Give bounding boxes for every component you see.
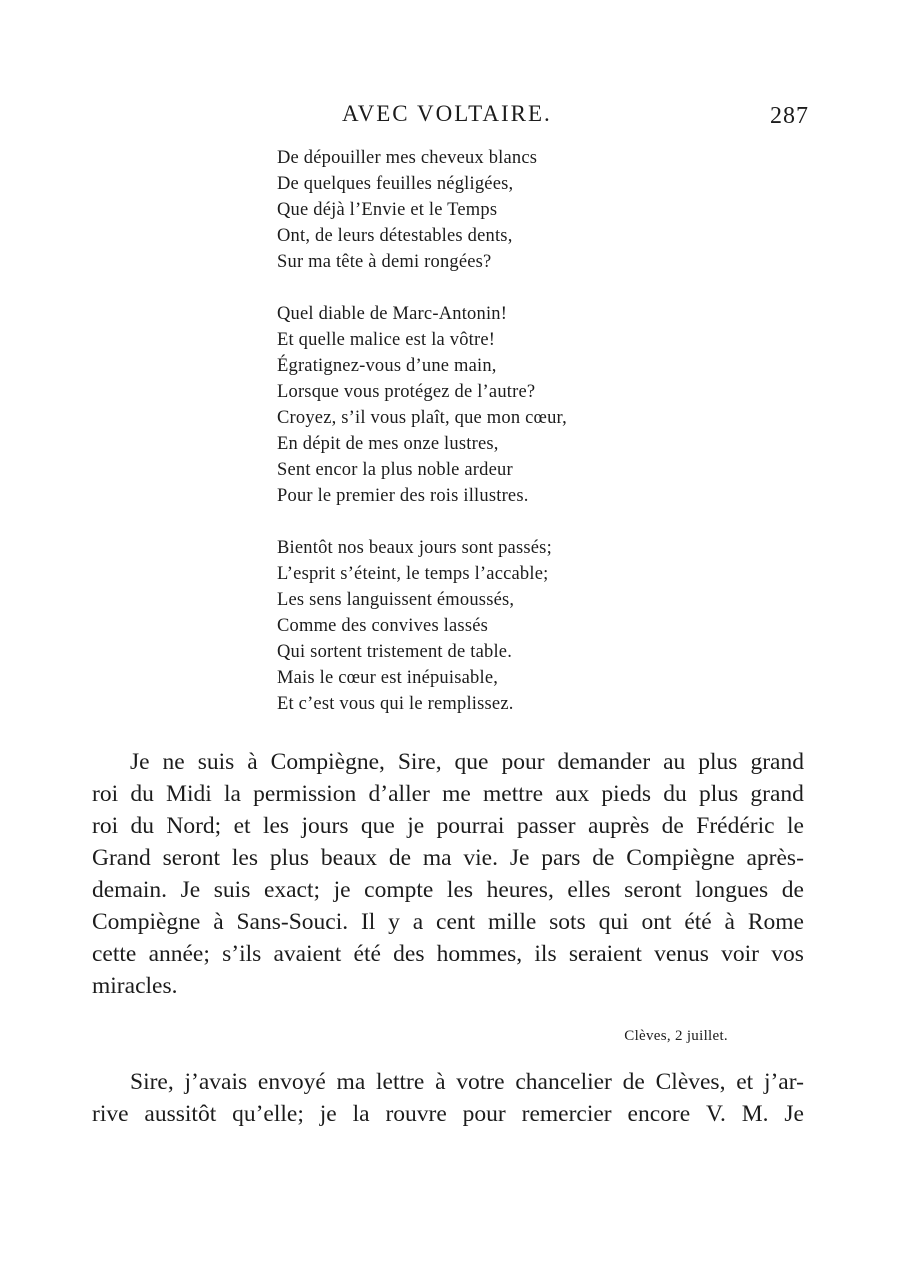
word: Sire, (130, 1069, 174, 1095)
page-number: 287 (770, 103, 809, 129)
word: auprès (587, 813, 650, 839)
word: pour (462, 1101, 506, 1127)
word: après- (746, 845, 804, 871)
word: pour (501, 749, 545, 775)
verse-line: Et c’est vous qui le remplissez. (277, 694, 514, 714)
word: plus (698, 749, 738, 775)
word: passer (516, 813, 576, 839)
word: votre (456, 1069, 505, 1095)
prose-line (92, 1066, 804, 1098)
word: les (262, 813, 290, 839)
word: d’aller (368, 781, 430, 807)
word: rive (92, 1101, 129, 1127)
word: vie. (463, 845, 498, 871)
word: Grand (92, 845, 151, 871)
verse-line: Comme des convives lassés (277, 616, 489, 636)
word: Compiègne, (270, 749, 385, 775)
word: cette (92, 941, 137, 967)
word: voir (721, 941, 759, 967)
word: mille (488, 909, 537, 935)
verse-line: Bientôt nos beaux jours sont passés; (277, 538, 552, 558)
poem-stanza-1 (277, 145, 657, 275)
word: Clèves, (655, 1069, 726, 1095)
prose-paragraph-2 (92, 1066, 804, 1130)
word: me (442, 781, 471, 807)
word: ma (336, 1069, 366, 1095)
verse-line: Ont, de leurs détestables dents, (277, 226, 513, 246)
verse-line: Pour le premier des rois illustres. (277, 486, 529, 506)
verse-line: Que déjà l’Envie et le Temps (277, 200, 498, 220)
word: Nord; (166, 813, 222, 839)
verse-line: Lorsque vous protégez de l’autre? (277, 382, 536, 402)
prose-line (92, 810, 804, 842)
word: cent (436, 909, 476, 935)
verse-line: Quel diable de Marc-Antonin! (277, 304, 508, 324)
word: à (435, 1069, 446, 1095)
word: et (233, 813, 251, 839)
word: pourrai (436, 813, 505, 839)
prose-line (92, 970, 804, 1002)
verse-line: Les sens languissent émoussés, (277, 590, 515, 610)
prose-paragraph-1 (92, 746, 804, 1002)
verse-line: Sent encor la plus noble ardeur (277, 460, 513, 480)
word: je (333, 877, 351, 903)
prose-line (92, 842, 804, 874)
word: Je (180, 877, 201, 903)
word: s’ils (222, 941, 262, 967)
word: roi (92, 781, 119, 807)
word: seront (162, 845, 221, 871)
word: Compiègne (626, 845, 735, 871)
word: suis (213, 877, 251, 903)
verse-line: Sur ma tête à demi rongées? (277, 252, 492, 272)
word: suis (197, 749, 235, 775)
word: pars (541, 845, 581, 871)
word: sots (549, 909, 586, 935)
verse-line: Qui sortent tristement de table. (277, 642, 513, 662)
dateline: Clèves, 2 juillet. (624, 1028, 728, 1044)
poem-stanza-2 (277, 301, 657, 509)
word: rouvre (385, 1101, 447, 1127)
word: du (663, 781, 687, 807)
word: encore (627, 1101, 691, 1127)
word: des (393, 941, 425, 967)
prose-line (92, 746, 804, 778)
word: roi (92, 813, 119, 839)
word: avaient (273, 941, 342, 967)
word: M. (741, 1101, 769, 1127)
word: grand (750, 781, 804, 807)
word: jours (301, 813, 349, 839)
word: exact; (263, 877, 321, 903)
verse-line: Mais le cœur est inépuisable, (277, 668, 499, 688)
word: Je (130, 749, 150, 775)
word: la (223, 781, 241, 807)
word: Sans-Souci. (236, 909, 349, 935)
verse-line: En dépit de mes onze lustres, (277, 434, 499, 454)
word: ont (641, 909, 672, 935)
word: de (592, 845, 615, 871)
word: elles (567, 877, 611, 903)
word: beaux (320, 845, 377, 871)
word: et (736, 1069, 754, 1095)
word: été (353, 941, 381, 967)
word: qu’elle; (232, 1101, 304, 1127)
word: demander (557, 749, 651, 775)
word: seront (624, 877, 682, 903)
word: venus (654, 941, 709, 967)
prose-line (92, 938, 804, 970)
verse-line: De dépouiller mes cheveux blancs (277, 148, 538, 168)
word: qui (598, 909, 629, 935)
word: je (319, 1101, 337, 1127)
word: y (388, 909, 400, 935)
word: la (352, 1101, 370, 1127)
word: Je (509, 845, 530, 871)
word: que (360, 813, 395, 839)
word: de (781, 877, 804, 903)
word: miracles. (92, 973, 178, 999)
word: que (454, 749, 489, 775)
verse-line: L’esprit s’éteint, le temps l’accable; (277, 564, 549, 584)
verse-line: Égratignez-vous d’une main, (277, 356, 497, 376)
poem-stanza-3 (277, 535, 657, 717)
word: envoyé (257, 1069, 326, 1095)
word: mettre (483, 781, 544, 807)
word: Rome (747, 909, 804, 935)
word: lettre (376, 1069, 425, 1095)
word: j’avais (184, 1069, 248, 1095)
word: longues (695, 877, 769, 903)
word: V. (706, 1101, 726, 1127)
word: de (622, 1069, 645, 1095)
word: le (786, 813, 804, 839)
verse-line: Croyez, s’il vous plaît, que mon cœur, (277, 408, 567, 428)
running-title: AVEC VOLTAIRE. (342, 101, 552, 126)
word: hommes, (436, 941, 523, 967)
word: vos (771, 941, 804, 967)
word: au (663, 749, 686, 775)
word: à (724, 909, 735, 935)
prose-line (92, 1098, 804, 1130)
word: année; (148, 941, 210, 967)
word: ils (534, 941, 557, 967)
word: Compiègne (92, 909, 201, 935)
word: Il (360, 909, 376, 935)
word: du (130, 781, 154, 807)
word: compte (364, 877, 434, 903)
word: plus (698, 781, 739, 807)
word: Je (784, 1101, 804, 1127)
word: a (412, 909, 424, 935)
word: permission (253, 781, 357, 807)
word: à (247, 749, 258, 775)
word: chancelier (515, 1069, 612, 1095)
word: je (407, 813, 425, 839)
prose-line (92, 778, 804, 810)
word: du (130, 813, 154, 839)
word: les (231, 845, 258, 871)
word: plus (269, 845, 309, 871)
word: de (388, 845, 411, 871)
word: remercier (521, 1101, 612, 1127)
word: ma (422, 845, 452, 871)
word: aux (555, 781, 590, 807)
verse-line: Et quelle malice est la vôtre! (277, 330, 496, 350)
word: demain. (92, 877, 168, 903)
word: été (684, 909, 712, 935)
word: de (661, 813, 684, 839)
word: seraient (568, 941, 642, 967)
word: heures, (486, 877, 554, 903)
word: Midi (166, 781, 212, 807)
word: Frédéric (696, 813, 775, 839)
word: j’ar- (763, 1069, 804, 1095)
word: les (446, 877, 474, 903)
prose-line (92, 874, 804, 906)
running-head (0, 101, 900, 131)
word: pieds (601, 781, 652, 807)
verse-line: De quelques feuilles négligées, (277, 174, 514, 194)
word: ne (162, 749, 185, 775)
word: Sire, (397, 749, 442, 775)
word: à (213, 909, 224, 935)
word: aussitôt (144, 1101, 217, 1127)
prose-line (92, 906, 804, 938)
word: grand (750, 749, 804, 775)
